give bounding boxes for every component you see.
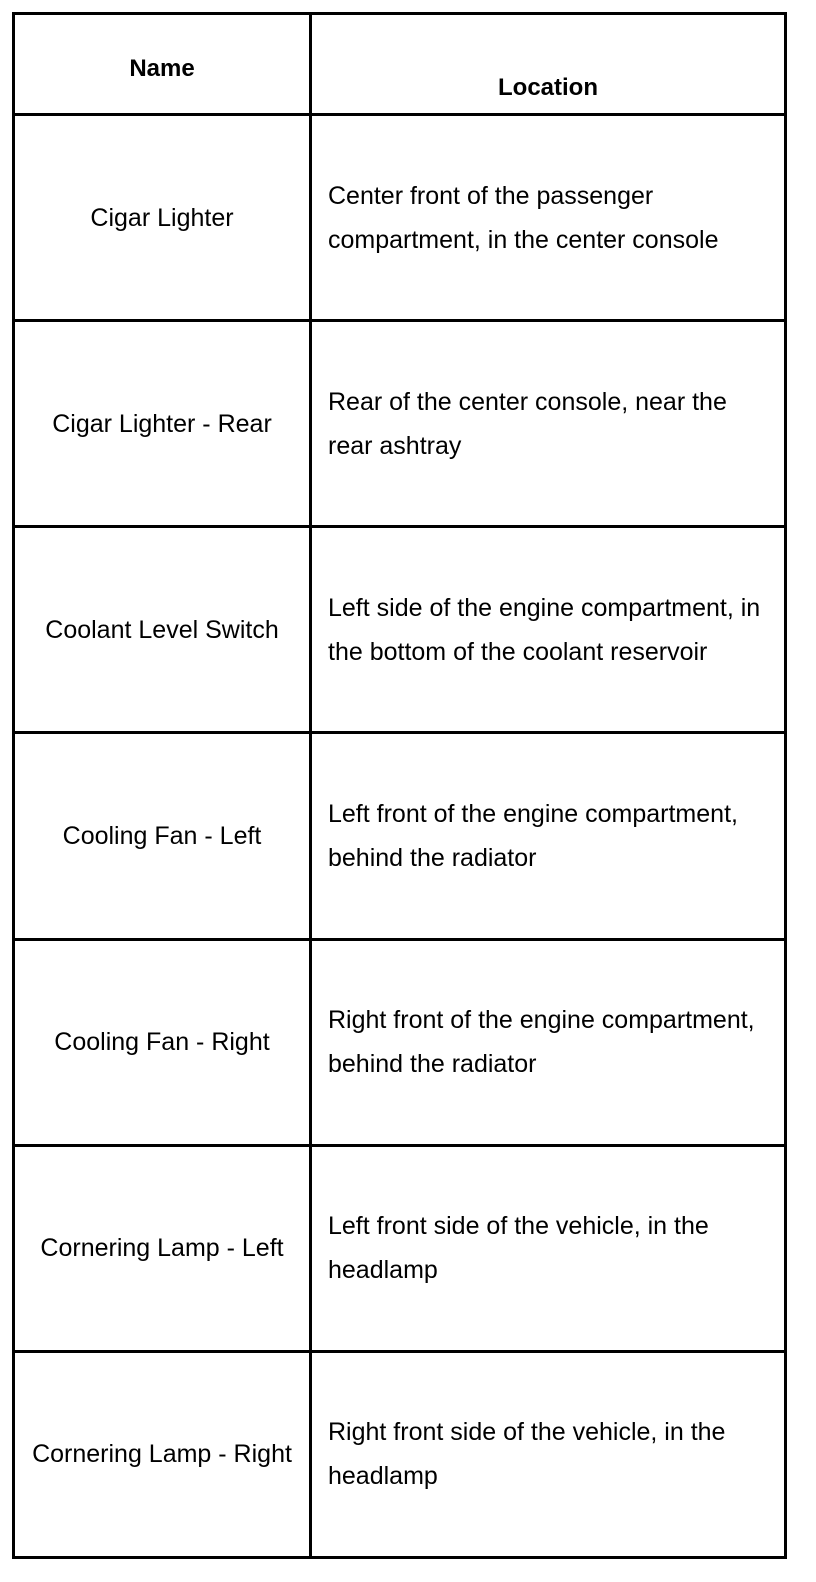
component-location-table <box>12 12 787 1559</box>
table-row <box>14 939 786 1145</box>
table-row <box>14 1145 786 1351</box>
cell-name: Cornering Lamp - Right <box>14 1351 311 1557</box>
table-row <box>14 733 786 939</box>
cell-name: Cigar Lighter <box>14 115 311 321</box>
header-name: Name <box>14 14 311 115</box>
table-row <box>14 1351 786 1557</box>
cell-location: Right front side of the vehicle, in the headlamp <box>311 1351 786 1557</box>
header-location: Location <box>311 14 786 115</box>
cell-name: Cigar Lighter - Rear <box>14 321 311 527</box>
cell-location: Center front of the passenger compartment, in the center console <box>311 115 786 321</box>
cell-name: Cornering Lamp - Left <box>14 1145 311 1351</box>
table-row <box>14 321 786 527</box>
cell-location: Left front side of the vehicle, in the headlamp <box>311 1145 786 1351</box>
table-header-row <box>14 14 786 115</box>
cell-location: Left front of the engine compartment, behind the radiator <box>311 733 786 939</box>
cell-name: Cooling Fan - Right <box>14 939 311 1145</box>
cell-location: Rear of the center console, near the rear ashtray <box>311 321 786 527</box>
cell-location: Right front of the engine compartment, behind the radiator <box>311 939 786 1145</box>
cell-name: Cooling Fan - Left <box>14 733 311 939</box>
cell-location: Left side of the engine compartment, in the bottom of the coolant reservoir <box>311 527 786 733</box>
cell-name: Coolant Level Switch <box>14 527 311 733</box>
table-row <box>14 527 786 733</box>
table-row <box>14 115 786 321</box>
